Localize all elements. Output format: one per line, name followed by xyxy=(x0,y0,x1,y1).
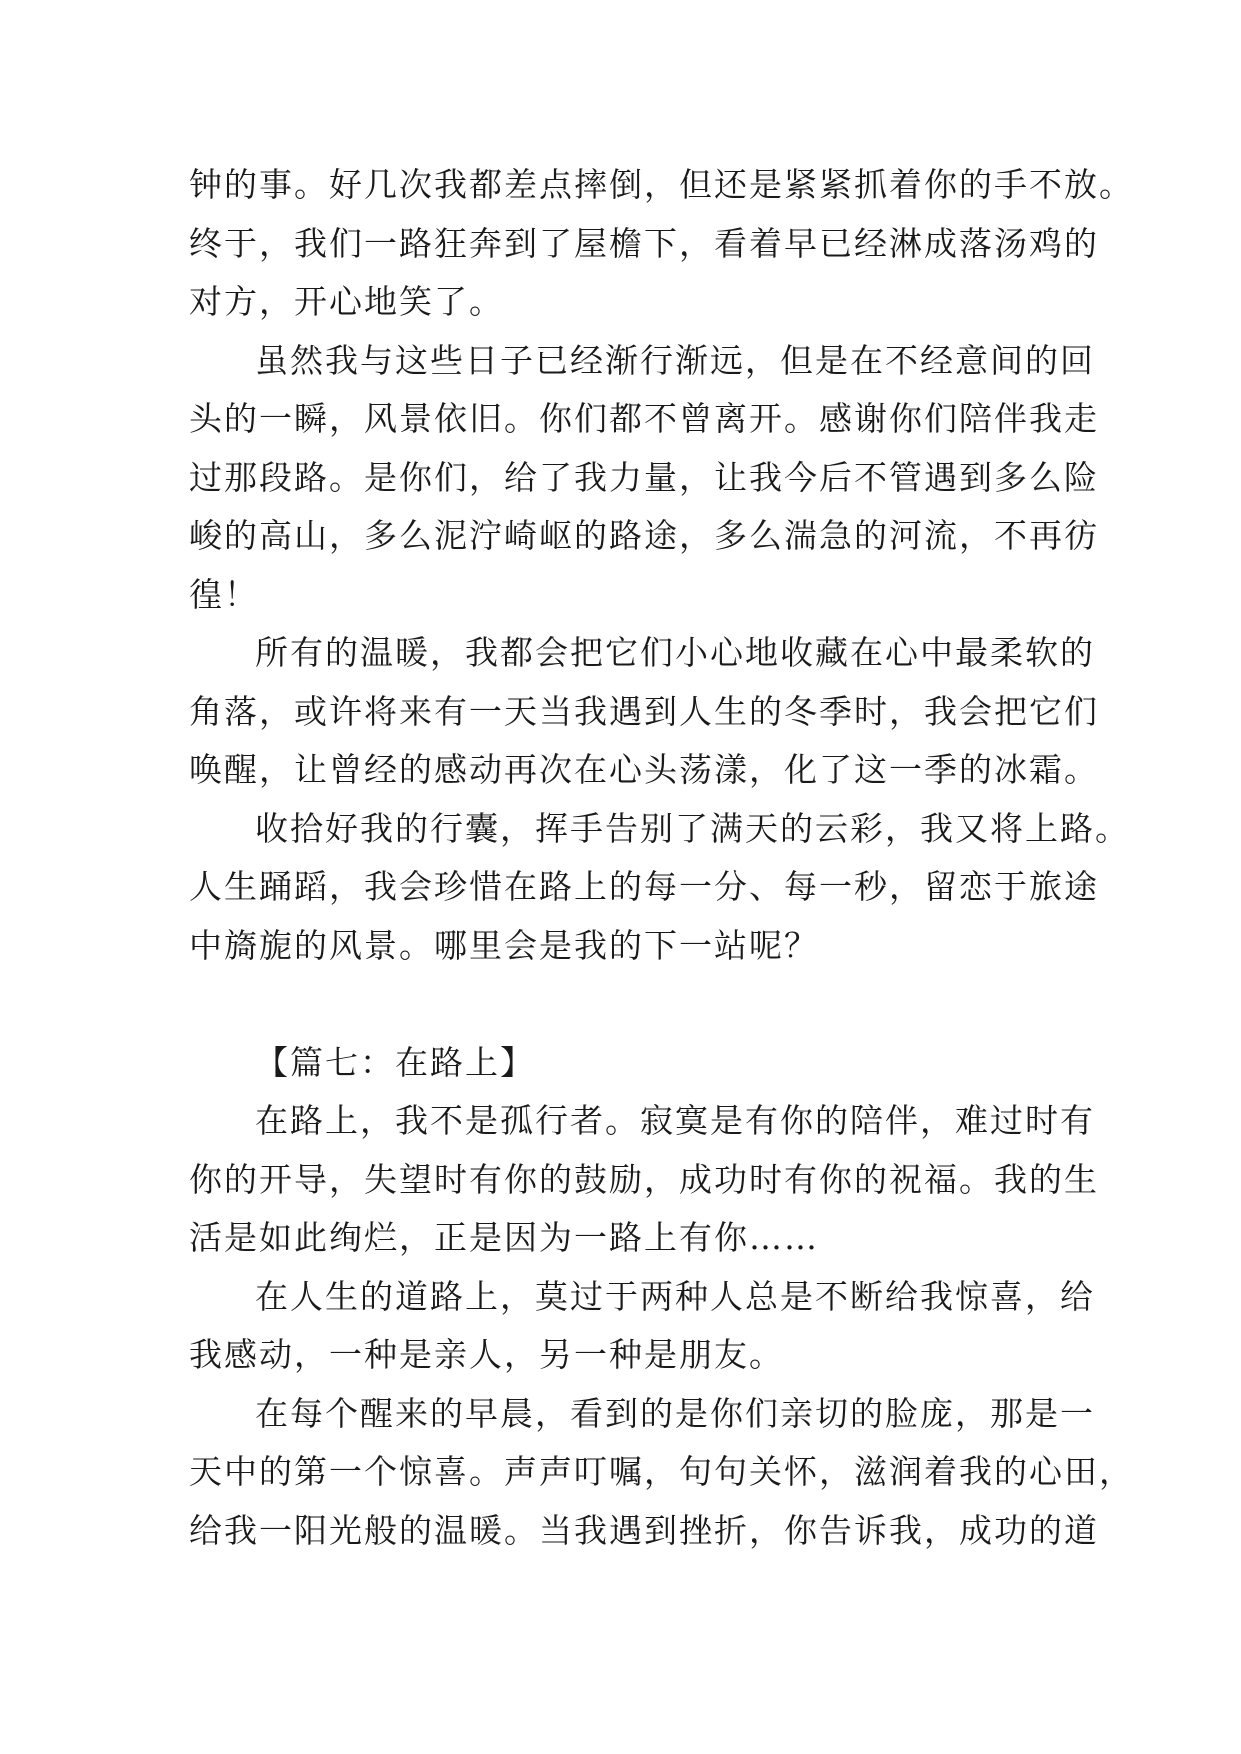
text-line: 在每个醒来的早晨，看到的是你们亲切的脸庞，那是一 xyxy=(255,1393,1095,1433)
text-line: 唤醒，让曾经的感动再次在心头荡漾，化了这一季的冰霜。 xyxy=(189,750,1099,789)
text-line: 中旖旎的风景。哪里会是我的下一站呢？ xyxy=(189,925,819,965)
paragraph xyxy=(189,800,1130,976)
text-line: 在人生的道路上，莫过于两种人总是不断给我惊喜，给 xyxy=(255,1276,1095,1316)
paragraph xyxy=(189,332,1099,625)
document-page xyxy=(189,156,1134,1560)
text-line: 过那段路。是你们，给了我力量，让我今后不管遇到多么险 xyxy=(189,457,1099,497)
text-line: 徨！ xyxy=(189,574,259,614)
text-line: 钟的事。好几次我都差点摔倒，但还是紧紧抓着你的手不放。 xyxy=(189,165,1134,204)
text-line: 终于，我们一路狂奔到了屋檐下，看着早已经淋成落汤鸡的 xyxy=(189,223,1099,263)
text-line: 我感动，一种是亲人，另一种是朋友。 xyxy=(189,1335,784,1374)
text-line: 所有的温暖，我都会把它们小心地收藏在心中最柔软的 xyxy=(255,633,1095,672)
text-line: 给我一阳光般的温暖。当我遇到挫折，你告诉我，成功的道 xyxy=(189,1510,1099,1550)
text-line: 在路上，我不是孤行者。寂寞是有你的陪伴，难过时有 xyxy=(255,1101,1095,1140)
heading-text: 【篇七：在路上】 xyxy=(255,1042,535,1082)
text-line: 活是如此绚烂，正是因为一路上有你…… xyxy=(189,1218,819,1257)
text-line: 头的一瞬，风景依旧。你们都不曾离开。感谢你们陪伴我走 xyxy=(189,399,1099,438)
text-line: 对方，开心地笑了。 xyxy=(189,282,504,321)
paragraph xyxy=(189,156,1134,332)
text-line: 收拾好我的行囊，挥手告别了满天的云彩，我又将上路。 xyxy=(255,808,1130,848)
text-line: 角落，或许将来有一天当我遇到人生的冬季时，我会把它们 xyxy=(189,691,1099,731)
section-spacer xyxy=(189,975,1069,1034)
paragraph xyxy=(189,624,1099,800)
paragraph xyxy=(189,1385,1134,1561)
section-heading xyxy=(189,1034,1069,1093)
paragraph xyxy=(189,1268,1095,1385)
paragraph xyxy=(189,1092,1099,1268)
text-line: 人生踊蹈，我会珍惜在路上的每一分、每一秒，留恋于旅途 xyxy=(189,867,1099,906)
text-line: 峻的高山，多么泥泞崎岖的路途，多么湍急的河流，不再彷 xyxy=(189,516,1099,555)
text-line: 你的开导，失望时有你的鼓励，成功时有你的祝福。我的生 xyxy=(189,1159,1099,1199)
text-line: 虽然我与这些日子已经渐行渐远，但是在不经意间的回 xyxy=(255,340,1095,380)
text-line: 天中的第一个惊喜。声声叮嘱，句句关怀，滋润着我的心田， xyxy=(189,1452,1134,1491)
